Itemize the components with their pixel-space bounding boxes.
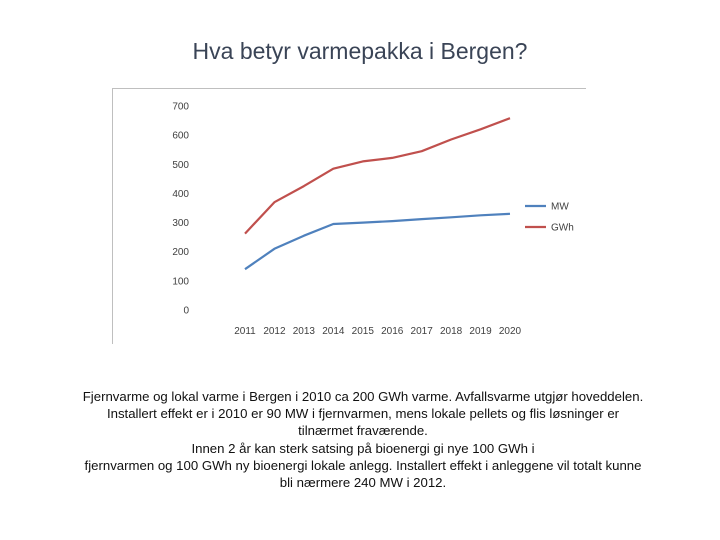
y-tick-label: 200 xyxy=(172,247,189,259)
x-tick-label: 2020 xyxy=(498,326,522,337)
x-tick-label: 2017 xyxy=(410,326,433,337)
legend-label-gwh: GWh xyxy=(551,222,574,234)
y-tick-label: 400 xyxy=(172,188,189,200)
caption-text xyxy=(40,388,686,491)
x-tick-label: 2011 xyxy=(234,326,256,337)
caption-line: Installert effekt er i 2010 er 90 MW i fjernvarmen, mens lokale pellets og flis løsninger er xyxy=(106,406,620,422)
caption-line: bli nærmere 240 MW i 2012. xyxy=(279,475,447,491)
line-chart xyxy=(112,88,586,344)
x-axis xyxy=(234,326,521,337)
x-tick-label: 2019 xyxy=(469,326,492,337)
y-axis xyxy=(172,102,189,317)
caption-line: Innen 2 år kan sterk satsing på bioenergi gi nye 100 GWh i xyxy=(191,440,535,456)
series-lines xyxy=(245,118,510,269)
caption-line: tilnærmet fraværende. xyxy=(298,423,428,439)
legend-label-mw: MW xyxy=(551,201,569,213)
slide-title: Hva betyr varmepakka i Bergen? xyxy=(192,38,528,64)
x-tick-label: 2018 xyxy=(439,326,463,337)
y-tick-label: 300 xyxy=(172,218,189,230)
x-tick-label: 2014 xyxy=(322,326,345,337)
y-tick-label: 0 xyxy=(183,305,189,317)
x-tick-label: 2012 xyxy=(263,326,286,337)
caption-line: fjernvarmen og 100 GWh ny bioenergi lokale anlegg. Installert effekt i anleggene vil totalt kunne xyxy=(84,457,642,473)
x-tick-label: 2013 xyxy=(292,326,316,337)
y-tick-label: 700 xyxy=(172,101,189,113)
y-tick-label: 100 xyxy=(172,276,189,288)
y-tick-label: 600 xyxy=(172,130,189,142)
x-tick-label: 2016 xyxy=(381,326,404,337)
caption-line: Fjernvarme og lokal varme i Bergen i 2010 ca 200 GWh varme. Avfallsvarme utgjør hoveddelen. xyxy=(82,389,644,404)
x-tick-label: 2015 xyxy=(351,326,374,337)
legend xyxy=(525,202,574,234)
series-line-mw xyxy=(245,214,510,269)
y-tick-label: 500 xyxy=(172,159,189,171)
